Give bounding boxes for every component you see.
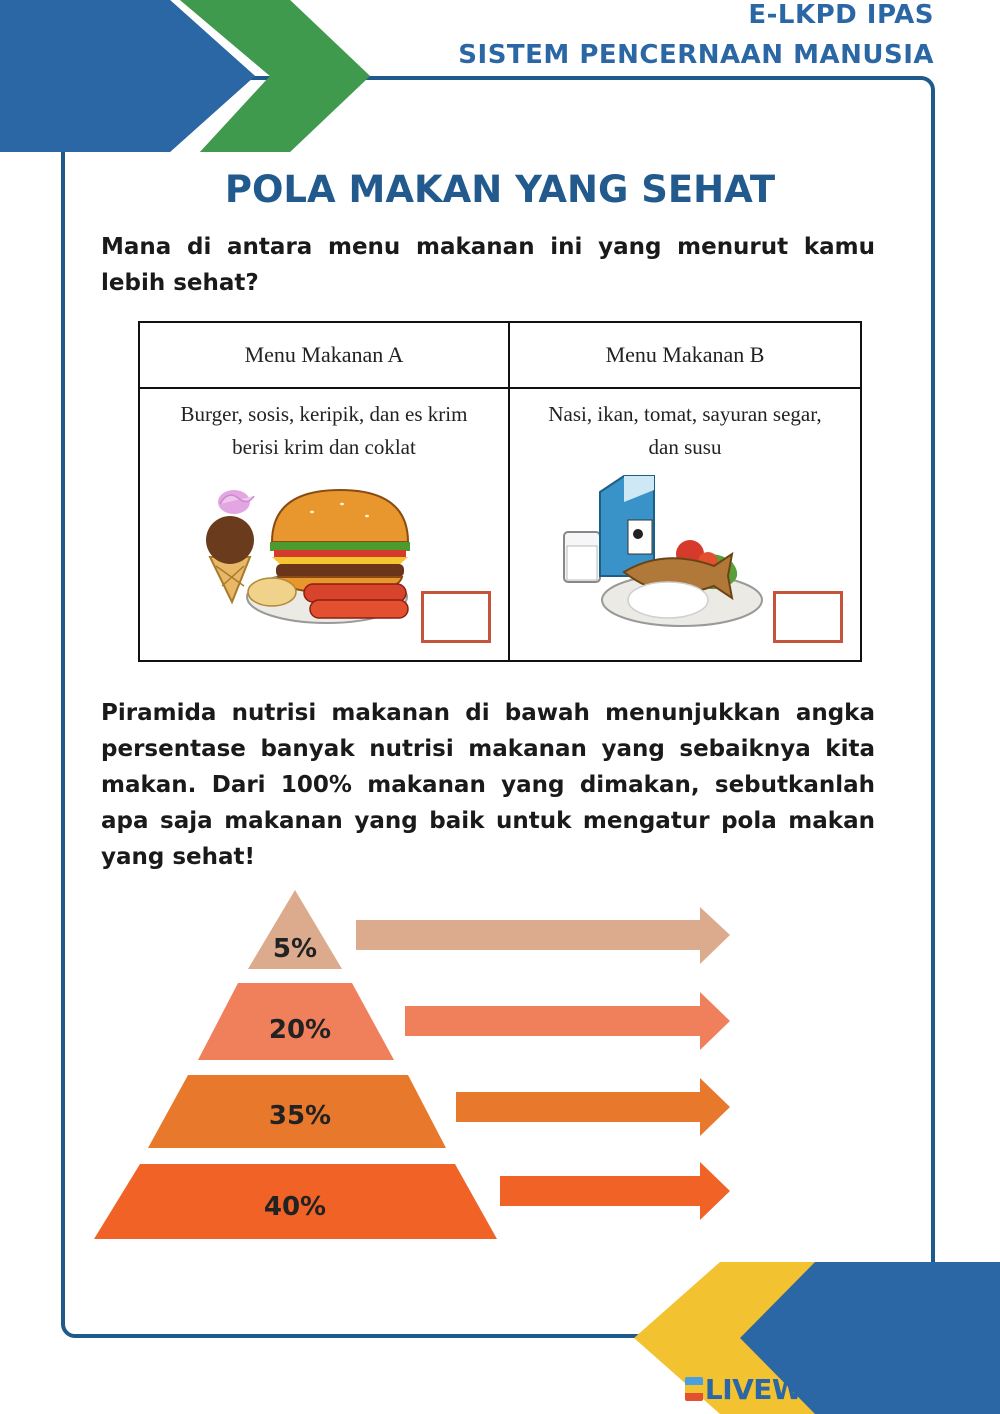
liveworksheets-logo (685, 1373, 986, 1406)
menu-a-description: Burger, sosis, keripik, dan es krim berisi krim dan coklat (180, 402, 468, 459)
question-2: Piramida nutrisi makanan di bawah menunjukkan angka persentase banyak nutrisi makanan yang sebaiknya kita makan. Dari 100% makanan yang dimakan, sebutkanlah apa saja makanan yang baik untuk mengatur pola makan yang sehat! (101, 700, 875, 870)
junk-food-illustration (192, 462, 422, 632)
lw-logo-icon (685, 1377, 703, 1401)
page-title: POLA MAKAN YANG SEHAT (224, 168, 776, 211)
healthy-food-illustration (558, 472, 778, 632)
menu-a-checkbox[interactable] (421, 591, 491, 643)
pyramid-label-5: 5% (272, 934, 318, 964)
menu-a-header: Menu Makanan A (139, 322, 509, 388)
arrow-level-20 (405, 992, 730, 1050)
header-subject: E-LKPD IPAS (748, 0, 934, 30)
question-1: Mana di antara menu makanan ini yang menurut kamu lebih sehat? (101, 234, 875, 296)
lw-worksheets: WORKSHEETS (771, 1373, 986, 1406)
pyramid-label-20: 20% (268, 1015, 332, 1045)
arrow-level-35 (456, 1078, 730, 1136)
nutrition-pyramid (0, 880, 1000, 1250)
arrow-level-5 (356, 907, 730, 964)
header-topic: SISTEM PENCERNAAN MANUSIA (458, 40, 934, 70)
menu-b-description: Nasi, ikan, tomat, sayuran segar, dan susu (548, 402, 822, 459)
header-decoration-overlay (0, 0, 380, 152)
menu-b-checkbox[interactable] (773, 591, 843, 643)
pyramid-label-40: 40% (263, 1192, 327, 1222)
arrow-level-40 (500, 1162, 730, 1220)
lw-live: LIVE (704, 1373, 772, 1406)
pyramid-label-35: 35% (268, 1101, 332, 1131)
menu-b-header: Menu Makanan B (509, 322, 861, 388)
